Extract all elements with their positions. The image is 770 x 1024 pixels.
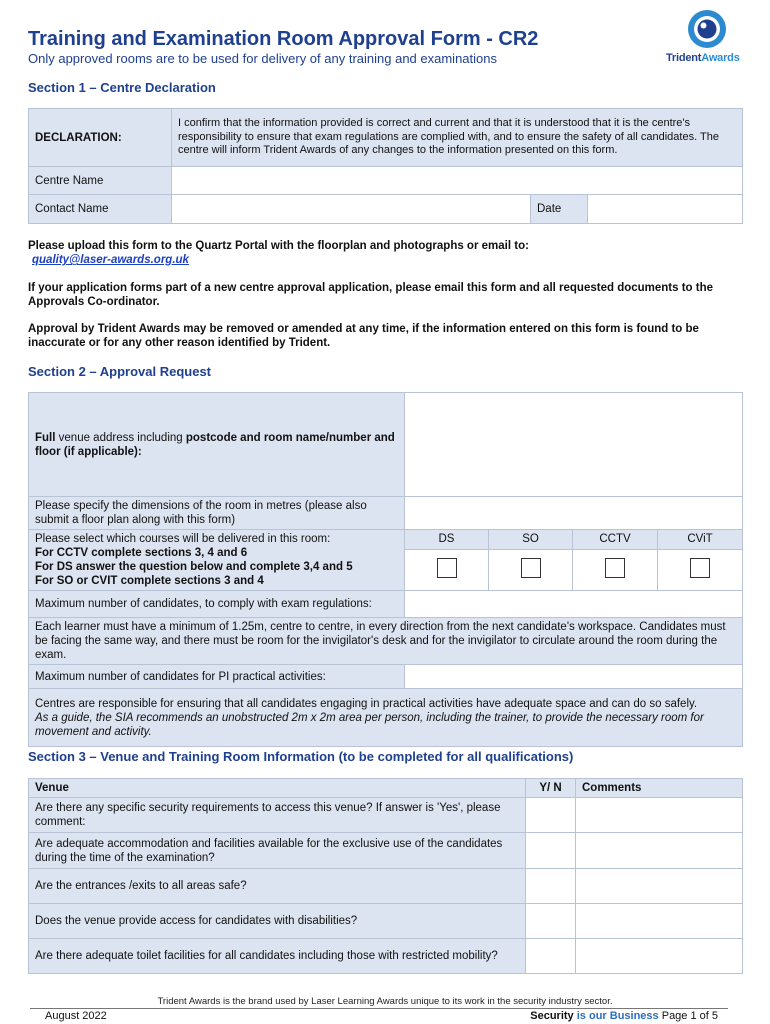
footer-note: Trident Awards is the brand used by Laser Learning Awards unique to its work in the security industry sector. xyxy=(157,996,613,1007)
course-option-cvit: CViT xyxy=(658,530,743,550)
so-checkbox-cell xyxy=(489,549,573,590)
course-option-cctv: CCTV xyxy=(573,530,658,550)
practical-space-rule: Centres are responsible for ensuring that all candidates engaging in practical activities have adequate space and can do so safely. As a guide, the SIA recommends an unobstructed 2m x 2m area per person, including the trainer, to provide the necessary room for movement and activity. xyxy=(29,689,743,747)
col-yn-header: Y/ N xyxy=(526,779,576,798)
table-row xyxy=(29,904,743,939)
page-title: Training and Examination Room Approval Form - CR2 xyxy=(28,28,539,50)
logo-wordmark: TridentAwards xyxy=(666,52,740,64)
courses-label: Please select which courses will be delivered in this room: For CCTV complete sections 3, 4 and 6 For DS answer the question below and complete 3,4 and 5 For SO or CVIT complete sections 3 and 4 xyxy=(29,530,405,591)
col-venue-header: Venue xyxy=(29,779,526,798)
cctv-checkbox-cell xyxy=(573,549,658,590)
room-dimensions-field[interactable] xyxy=(405,497,743,530)
max-pi-candidates-label: Maximum number of candidates for PI practical activities: xyxy=(29,665,405,689)
centre-name-label: Centre Name xyxy=(29,167,172,195)
venue-question: Does the venue provide access for candidates with disabilities? xyxy=(29,904,526,939)
approval-app-instruction: If your application forms part of a new centre approval application, please email this form and all requested documents to the Approvals Co-ordinator. xyxy=(28,282,714,308)
venue-info-table xyxy=(28,778,743,974)
yn-field[interactable] xyxy=(526,939,576,974)
contact-name-label: Contact Name xyxy=(29,195,172,224)
table-row xyxy=(29,798,743,833)
max-candidates-field[interactable] xyxy=(405,591,743,618)
venue-address-field[interactable] xyxy=(405,393,743,497)
yn-field[interactable] xyxy=(526,833,576,869)
cvit-checkbox-cell xyxy=(658,549,743,590)
comments-field[interactable] xyxy=(576,939,743,974)
comments-field[interactable] xyxy=(576,833,743,869)
upload-instruction: Please upload this form to the Quartz Portal with the floorplan and photographs or email to: quality@laser-awards.org.uk xyxy=(28,240,529,266)
yn-field[interactable] xyxy=(526,798,576,833)
yn-field[interactable] xyxy=(526,869,576,904)
page-subtitle: Only approved rooms are to be used for delivery of any training and examinations xyxy=(28,51,497,66)
col-comments-header: Comments xyxy=(576,779,743,798)
declaration-label: DECLARATION: xyxy=(29,109,172,167)
footer-divider xyxy=(30,1008,728,1009)
room-dimensions-label: Please specify the dimensions of the room in metres (please also submit a floor plan along with this form) xyxy=(29,497,405,530)
contact-name-field[interactable] xyxy=(172,195,531,224)
so-checkbox[interactable] xyxy=(521,558,541,578)
table-row xyxy=(29,833,743,869)
comments-field[interactable] xyxy=(576,904,743,939)
cctv-checkbox[interactable] xyxy=(605,558,625,578)
comments-field[interactable] xyxy=(576,869,743,904)
email-link[interactable]: quality@laser-awards.org.uk xyxy=(32,254,189,266)
section3-heading: Section 3 – Venue and Training Room Information (to be completed for all qualifications) xyxy=(28,749,574,764)
section2-heading: Section 2 – Approval Request xyxy=(28,364,212,379)
section1-heading: Section 1 – Centre Declaration xyxy=(28,80,216,95)
venue-address-label: Full venue address including postcode and room name/number and floor (if applicable): xyxy=(29,393,405,497)
table-row xyxy=(29,869,743,904)
venue-question: Are the entrances /exits to all areas safe? xyxy=(29,869,526,904)
footer-page-info: Security is our Business Page 1 of 5 xyxy=(530,1010,718,1022)
course-option-so: SO xyxy=(489,530,573,550)
centre-name-field[interactable] xyxy=(172,167,743,195)
date-field[interactable] xyxy=(588,195,743,224)
declaration-text: I confirm that the information provided is correct and current and that it is understood that it is the centre's responsibility to ensure that exam regulations are complied with, and to ensure the safety of all candidates. The centre will inform Trident Awards of any changes to the information presented on this form. xyxy=(172,109,743,167)
footer-date: August 2022 xyxy=(45,1010,107,1022)
declaration-table xyxy=(28,108,743,224)
date-label: Date xyxy=(531,195,588,224)
max-pi-candidates-field[interactable] xyxy=(405,665,743,689)
venue-question: Are adequate accommodation and facilities available for the exclusive use of the candidates during the time of the examination? xyxy=(29,833,526,869)
course-option-ds: DS xyxy=(405,530,489,550)
table-row xyxy=(29,939,743,974)
venue-question: Are there any specific security requirements to access this venue? If answer is 'Yes', please comment: xyxy=(29,798,526,833)
ds-checkbox[interactable] xyxy=(437,558,457,578)
venue-question: Are there adequate toilet facilities for all candidates including those with restricted mobility? xyxy=(29,939,526,974)
cvit-checkbox[interactable] xyxy=(690,558,710,578)
ds-checkbox-cell xyxy=(405,549,489,590)
removal-notice: Approval by Trident Awards may be removed or amended at any time, if the information entered on this form is found to be inaccurate or for any other reason identified by Trident. xyxy=(28,323,699,349)
learner-spacing-rule: Each learner must have a minimum of 1.25m, centre to centre, in every direction from the next candidate's workspace. Candidates must be facing the same way, and there must be room for the invigilator's desk and for the invigilator to circulate around the room during the exam. xyxy=(29,618,743,665)
max-candidates-label: Maximum number of candidates, to comply with exam regulations: xyxy=(29,591,405,618)
approval-request-table xyxy=(28,392,743,747)
comments-field[interactable] xyxy=(576,798,743,833)
yn-field[interactable] xyxy=(526,904,576,939)
